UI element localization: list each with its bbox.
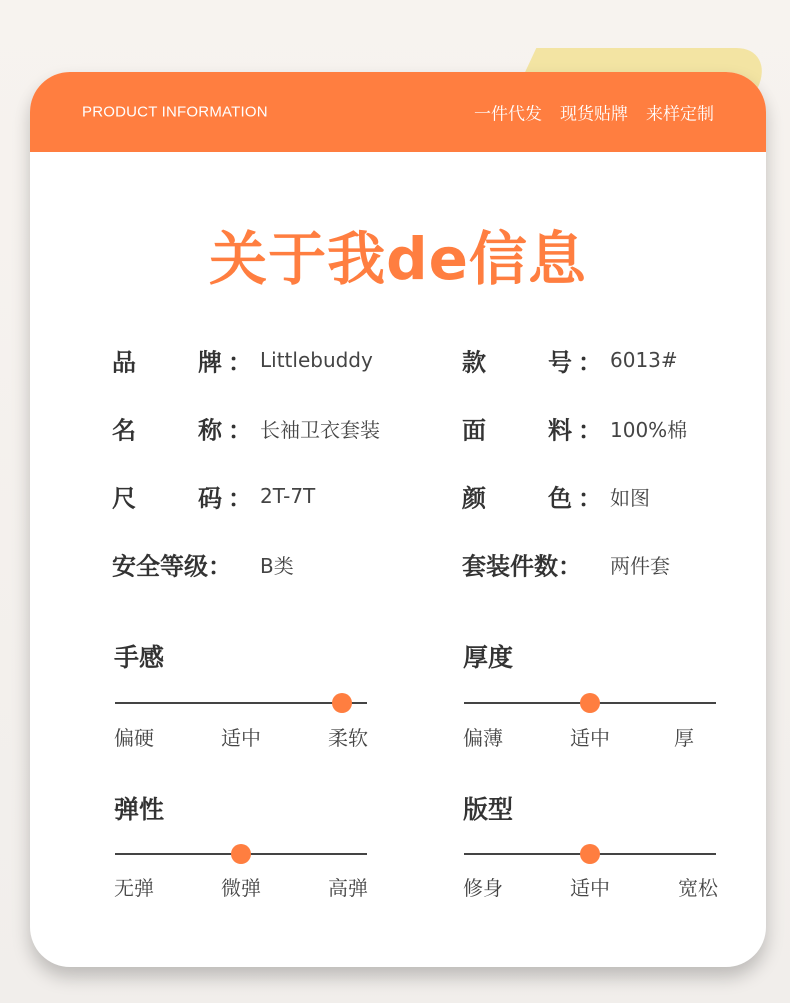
rating-title: 版型 xyxy=(463,795,514,824)
info-label: 颜 色 ： xyxy=(462,484,602,513)
service-oem: 现货贴牌 xyxy=(560,104,628,125)
info-label: 面 料 ： xyxy=(462,416,602,445)
info-value: Littlebuddy xyxy=(260,348,373,372)
info-value: 2T-7T xyxy=(260,484,316,508)
info-value: 100%棉 xyxy=(610,417,688,442)
rating-tick: 修身 xyxy=(463,876,503,900)
rating-track xyxy=(464,853,716,855)
rating-dot xyxy=(580,693,600,713)
rating-dot xyxy=(231,844,251,864)
rating-tick: 适中 xyxy=(221,726,261,750)
service-dropship: 一件代发 xyxy=(474,104,542,125)
rating-tick: 高弹 xyxy=(328,876,368,900)
info-label: 品 牌 ： xyxy=(112,348,252,377)
info-label: 安全等级： xyxy=(112,552,232,581)
rating-title: 手感 xyxy=(114,643,165,672)
rating-title: 厚度 xyxy=(463,643,514,672)
rating-dot xyxy=(332,693,352,713)
header-services xyxy=(474,100,714,125)
info-fabric xyxy=(462,410,687,446)
info-value: 两件套 xyxy=(610,553,670,578)
info-label: 名 称 ： xyxy=(112,416,252,445)
rating-tick: 偏薄 xyxy=(463,726,503,750)
info-label: 款 号 ： xyxy=(462,348,602,377)
page-title: 关于我de信息 xyxy=(209,225,587,293)
header-subtitle: PRODUCT INFORMATION xyxy=(82,103,268,121)
product-info-card xyxy=(30,72,766,967)
rating-track xyxy=(115,702,367,704)
info-label: 尺 码 ： xyxy=(112,484,252,513)
rating-track xyxy=(464,702,716,704)
service-custom: 来样定制 xyxy=(646,104,714,125)
info-set-pieces xyxy=(462,546,670,582)
info-label: 套装件数： xyxy=(462,552,582,581)
info-value: 6013# xyxy=(610,348,678,372)
card-header xyxy=(30,72,766,152)
info-model xyxy=(462,342,678,378)
info-name xyxy=(112,410,380,446)
info-brand xyxy=(112,342,373,378)
info-value: B类 xyxy=(260,553,294,578)
info-safety-level xyxy=(112,546,294,582)
rating-tick: 适中 xyxy=(570,726,610,750)
info-value: 长袖卫衣套装 xyxy=(260,417,380,442)
rating-tick: 无弹 xyxy=(114,876,154,900)
rating-tick: 柔软 xyxy=(328,726,368,750)
rating-track xyxy=(115,853,367,855)
rating-tick: 适中 xyxy=(570,876,610,900)
info-color xyxy=(462,478,650,514)
info-size xyxy=(112,478,315,514)
rating-tick: 宽松 xyxy=(678,876,718,900)
info-value: 如图 xyxy=(610,485,650,510)
rating-dot xyxy=(580,844,600,864)
rating-title: 弹性 xyxy=(114,795,165,824)
rating-tick: 微弹 xyxy=(221,876,261,900)
rating-tick: 厚 xyxy=(674,726,694,750)
rating-tick: 偏硬 xyxy=(114,726,154,750)
